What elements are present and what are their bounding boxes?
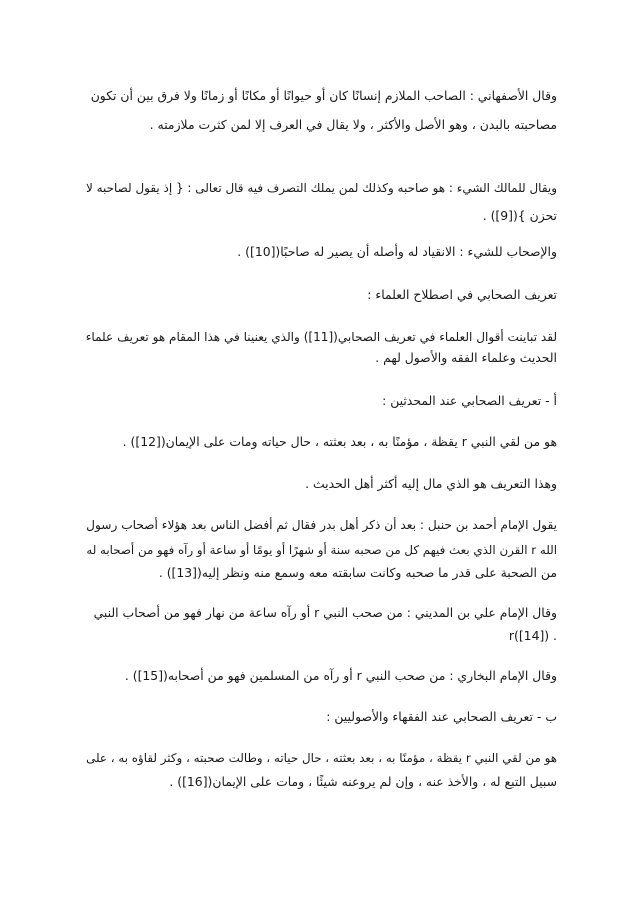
text-line: r([14]) . (508, 628, 557, 643)
text-line: والإصحاب للشيء : الانقياد له وأصله أن يصير له صاحبًا([10]) . (237, 244, 557, 259)
text-line: سبيل التبع له ، والأخذ عنه ، وإن لم يروعنه شيئًا ، ومات على الإيمان([16]) . (169, 774, 557, 789)
text-line: مصاحبته بالبدن ، وهو الأصل والأكثر ، ولا يقال في العرف إلا لمن كثرت ملازمته . (149, 117, 557, 132)
subsection-heading: ب - تعريف الصحابي عند الفقهاء والأصوليين : (326, 709, 557, 724)
subsection-heading: أ - تعريف الصحابي عند المحدثين : (382, 393, 557, 408)
text-line: من الصحبة على قدر ما صحبه وكانت سابقته معه وسمع منه ونظر إليه([13]) . (158, 565, 557, 580)
text-line: لقد تباينت أقوال العلماء في تعريف الصحابي([11]) والذي يعنينا في هذا المقام هو تعريف علماء (85, 330, 557, 344)
text-line: تحزن }([9]) . (482, 208, 557, 223)
text-line: الله r القرن الذي بعث فيهم كل من صحبه سنة أو شهرًا أو يومًا أو ساعة أو رآه فهو من أصحابه له (86, 543, 557, 557)
section-heading: تعريف الصحابي في اصطلاح العلماء : (367, 287, 557, 302)
text-line: وقال الأصفهاني : الصاحب الملازم إنسانًا كان أو حيوانًا أو مكانًا أو زمانًا ولا فرق بين أن تكون (90, 88, 557, 103)
text-line: وهذا التعريف هو الذي مال إليه أكثر أهل الحديث . (305, 476, 557, 491)
text-line: هو من لقي النبي r يقظة ، مؤمنًا به ، بعد بعثته ، حال حياته ، وطالت صحبته ، وكثر لقاؤه به ، على (86, 751, 557, 765)
text-line: ويقال للمالك الشيء : هو صاحبه وكذلك لمن يملك التصرف فيه قال تعالى : { إذ يقول لصاحبه لا (85, 181, 557, 195)
text-line: وقال الإمام البخاري : من صحب النبي r أو رآه من المسلمين فهو من أصحابه([15]) . (124, 668, 557, 683)
text-line: الحديث وعلماء الفقه والأصول لهم . (375, 350, 557, 365)
text-line: وقال الإمام علي بن المديني : من صحب النبي r أو رآه ساعة من نهار فهو من أصحاب النبي (93, 605, 557, 620)
text-line: يقول الإمام أحمد بن حنبل : بعد أن ذكر أهل بدر فقال ثم أفضل الناس بعد هؤلاء أصحاب رسول (86, 518, 557, 532)
text-line: هو من لقي النبي r يقظة ، مؤمنًا به ، بعد بعثته ، حال حياته ومات على الإيمان([12]) . (122, 434, 557, 449)
